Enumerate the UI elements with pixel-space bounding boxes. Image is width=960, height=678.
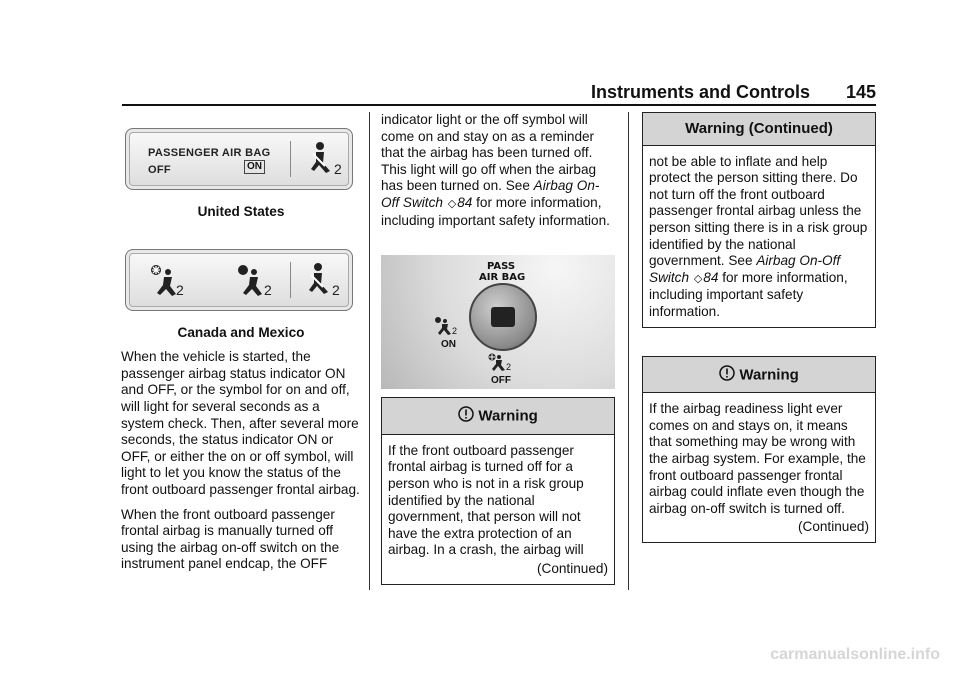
panel-passenger-airbag-label: PASSENGER AIR BAG (148, 147, 271, 159)
section-title: Instruments and Controls (590, 82, 810, 102)
panel-separator (290, 262, 291, 298)
key-slot (491, 307, 515, 327)
airbag-switch-photo (381, 255, 615, 389)
warning-box (381, 397, 615, 584)
warning-body (382, 435, 614, 584)
panel-on-indicator: ON (244, 160, 265, 174)
caption-canada-mexico: Canada and Mexico (177, 324, 305, 340)
warning-title: Warning (739, 365, 799, 383)
panel-seat-number: 2 (334, 161, 343, 177)
page-ref-number[interactable]: 84 (703, 269, 719, 285)
warning-body (643, 393, 875, 542)
page-ref-icon: ◇ (447, 197, 457, 210)
header-rule (122, 104, 876, 106)
airbag-key-switch (469, 283, 537, 351)
airbag-switch-link[interactable]: Airbag On-Off Switch (649, 253, 841, 285)
airbag-off-icon (146, 264, 180, 303)
warning-continued-box (642, 112, 876, 328)
paragraph-manual-off: When the front outboard passenger frontal airbag is manually turned off using the airbag on-off switch on the instrument panel endcap, the OFF (121, 506, 340, 572)
warning-text: If the front outboard passenger frontal airbag is turned off for a person who is not in a risk group identified by the national government, that person will not have the extra protection of an airbag. In a crash, the airbag will (388, 442, 584, 558)
caption-united-states: United States (197, 204, 285, 219)
panel-off-label: OFF (148, 164, 171, 176)
column-divider (628, 112, 629, 590)
warning-text: If the airbag readiness light ever comes on and stays on, it means that something may be wrong with the airbag system. For example, the front outboard passenger frontal airbag could inflate even though the airbag on-off switch is turned off. (649, 401, 866, 516)
warning-header: Warning (Continued) (643, 113, 875, 146)
page-ref-icon: ◇ (693, 272, 703, 285)
warning-box-readiness (642, 356, 876, 543)
warning-body (643, 146, 875, 327)
column-divider (369, 112, 370, 590)
paragraph-indicator-light (381, 112, 615, 229)
warning-header (382, 398, 614, 435)
us-airbag-panel (125, 128, 353, 190)
page-number: 145 (845, 82, 876, 102)
warning-title: Warning (478, 407, 538, 425)
paragraph-text: for more information, including important safety information. (381, 194, 610, 228)
photo-off-icon-number: 2 (506, 362, 512, 373)
warning-text-part: not be able to inflate and help protect the person sitting there. Do not turn off the front outboard passenger frontal airbag unless the person sitting there is in a risk group identified by the national government. See (649, 153, 868, 269)
paragraph-text: indicator light or the off symbol will come on and stay on as a reminder that the airbag has been turned off. This light will go off when the airbag has been turned on. See (381, 112, 597, 194)
on-icon-number: 2 (264, 281, 273, 298)
photo-on-label: ON (441, 339, 456, 351)
continued-label: (Continued) (797, 519, 869, 535)
photo-airbag-label: AIR BAG (479, 272, 526, 284)
page-ref-number[interactable]: 84 (457, 194, 473, 210)
watermark: carmanualsonline.info (770, 646, 940, 663)
panel-separator (290, 141, 291, 177)
off-icon-number: 2 (176, 281, 185, 298)
paragraph-system-check: When the vehicle is started, the passenger airbag status indicator ON and OFF, or the symbol for on and off, will light for several seconds as a system check. Then, after several more seconds, the status indicator ON or OFF, or either the on or off symbol, will light to let you know the status of the front outboard passenger frontal airbag. (121, 349, 360, 497)
warning-header (643, 357, 875, 394)
warning-icon (458, 406, 474, 427)
warning-icon (719, 365, 735, 386)
airbag-switch-link[interactable]: Airbag On-Off Switch (381, 178, 600, 210)
page-header (122, 80, 876, 104)
airbag-on-icon (232, 264, 266, 303)
continued-label: (Continued) (536, 560, 608, 576)
column-3 (642, 112, 876, 543)
photo-on-icon-number: 2 (452, 326, 458, 337)
warning-text-part: for more information, including important safety information. (649, 269, 848, 319)
seatbelt-icon-number: 2 (332, 281, 341, 298)
column-1 (121, 112, 361, 581)
warning-text (649, 154, 869, 321)
canada-airbag-panel (125, 249, 353, 311)
photo-pass-label: PASS (487, 261, 516, 273)
column-2 (381, 112, 615, 585)
photo-off-label: OFF (491, 375, 511, 387)
